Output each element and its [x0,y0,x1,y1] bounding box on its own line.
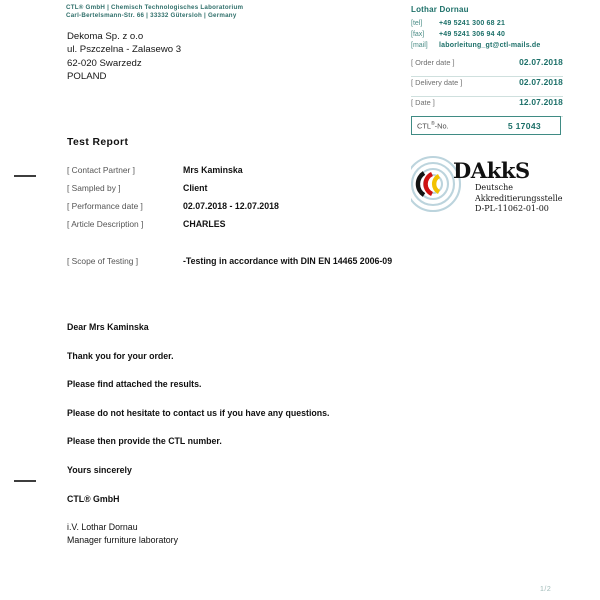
date-value-delivery: 02.07.2018 [519,77,563,87]
sender-header [66,4,243,21]
fold-mark-top [14,175,36,177]
recipient-city: 62-020 Swarzedz [67,57,142,69]
field-label-contact-partner: [ Contact Partner ] [67,165,135,175]
letter-salutation: Dear Mrs Kaminska [67,322,149,332]
page-title: Test Report [67,137,129,148]
dakks-logo [411,153,586,219]
dakks-sub-line3: D-PL-11062-01-00 [475,204,549,214]
contact-row-mail[interactable] [411,40,576,51]
contact-value-tel: +49 5241 300 68 21 [439,20,506,27]
date-value-order: 02.07.2018 [519,57,563,67]
letter-paragraph-results: Please find attached the results. [67,379,202,390]
recipient-street: ul. Pszczelna - Zalasewo 3 [67,44,182,56]
ctl-number-label [417,121,449,130]
signature-name: i.V. Lothar Dornau [67,522,138,532]
registered-mark-icon: ® [430,120,435,127]
field-value-performance-date: 02.07.2018 - 12.07.2018 [183,201,279,211]
field-label-performance-date: [ Performance date ] [67,201,143,211]
field-value-article-description: CHARLES [183,219,226,229]
contact-key-fax: [fax] [411,31,425,38]
letter-body [67,322,487,522]
contact-name: Lothar Dornau [411,5,469,14]
dakks-subtext [475,183,562,215]
report-fields [67,165,397,237]
contact-value-fax: +49 5241 306 94 40 [439,31,506,38]
field-value-sampled-by: Client [183,183,208,193]
contact-row-tel [411,18,576,29]
field-row-performance-date [67,201,397,219]
field-label-scope-of-testing: [ Scope of Testing ] [67,256,139,266]
date-value-date: 12.07.2018 [519,97,563,107]
letter-closing: Yours sincerely [67,464,132,475]
date-label-date: [ Date ] [411,98,435,107]
recipient-company: Dekoma Sp. z o.o [67,31,144,42]
field-value-contact-partner: Mrs Kaminska [183,165,243,175]
field-label-sampled-by: [ Sampled by ] [67,183,121,193]
date-row-date [411,97,563,117]
date-label-delivery: [ Delivery date ] [411,78,463,87]
field-value-scope-of-testing: -Testing in accordance with DIN EN 14465 2006-09 [183,256,393,266]
fold-mark-bottom [14,480,36,482]
contact-row-fax [411,29,576,40]
contact-value-mail[interactable]: laborleitung_gt@ctl-mails.de [439,42,541,49]
sender-header-line1: CTL® GmbH | Chemisch Technologisches Laboratorium [66,4,244,11]
contact-key-tel: [tel] [411,20,423,27]
field-row-scope-of-testing [67,256,467,266]
letter-paragraph-questions: Please do not hesitate to contact us if you have any questions. [67,407,330,418]
recipient-country: POLAND [67,71,107,83]
ctl-number-box [411,116,561,135]
date-row-delivery [411,77,563,97]
ctl-number-label-text: CTL [417,121,431,131]
field-row-article-description [67,219,397,237]
contact-key-mail: [mail] [411,42,428,49]
date-list [411,57,563,117]
date-row-order [411,57,563,77]
dakks-wordmark: DAkkS [453,158,530,183]
signature-block [67,521,178,547]
field-label-article-description: [ Article Description ] [67,219,144,229]
dakks-sub-line2: Akkreditierungsstelle [475,193,563,203]
letter-company: CTL® GmbH [67,493,120,504]
recipient-address [67,30,181,84]
date-label-order: [ Order date ] [411,58,455,67]
field-row-sampled-by [67,183,397,201]
field-row-contact-partner [67,165,397,183]
dakks-sub-line1: Deutsche [475,183,513,192]
page-marker: 1/2 [540,586,552,593]
sender-header-line2: Carl-Bertelsmann-Str. 66 | 33332 Gütersloh | Germany [66,12,237,20]
letter-paragraph-ctl-number: Please then provide the CTL number. [67,436,222,447]
signature-role: Manager furniture laboratory [67,535,178,546]
letter-paragraph-thanks: Thank you for your order. [67,350,174,361]
ctl-number-label-suffix: -No. [434,121,449,131]
contact-block [411,5,576,51]
ctl-number-value: 5 17043 [507,120,541,131]
